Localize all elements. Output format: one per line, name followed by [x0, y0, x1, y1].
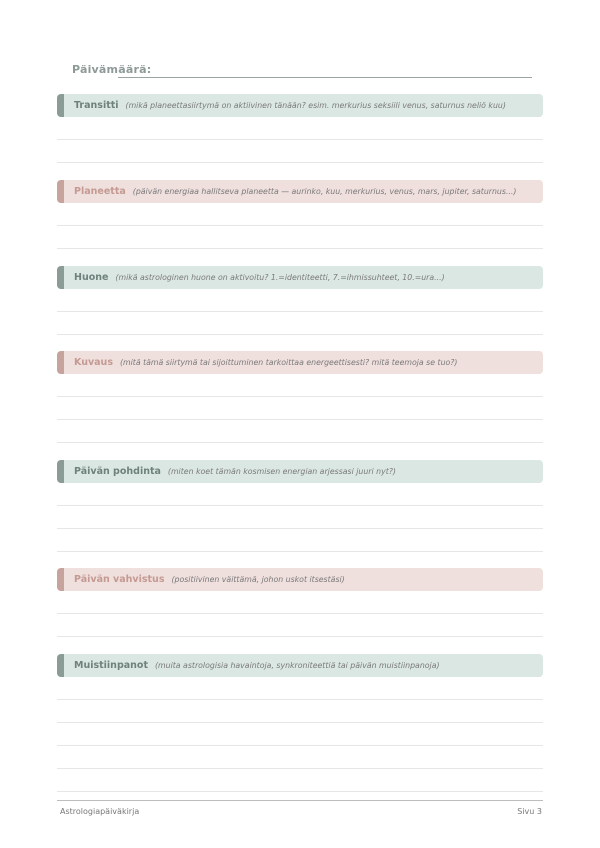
writing-line[interactable] [57, 289, 543, 312]
section-kuvaus [57, 351, 543, 443]
writing-line[interactable] [57, 677, 543, 700]
writing-line[interactable] [57, 374, 543, 397]
writing-line[interactable] [57, 117, 543, 140]
writing-line[interactable] [57, 140, 543, 163]
section-paivan-vahvistus [57, 568, 543, 637]
section-header [57, 180, 543, 203]
writing-area[interactable] [57, 483, 543, 552]
section-hint: (päivän energiaa hallitseva planeetta — aurinko, kuu, merkurius, venus, mars, jupiter, saturnus...) [132, 187, 517, 196]
section-title: Muistiinpanot [74, 660, 148, 671]
writing-line[interactable] [57, 506, 543, 529]
writing-line[interactable] [57, 746, 543, 769]
writing-area[interactable] [57, 677, 543, 792]
section-planeetta [57, 180, 543, 249]
writing-area[interactable] [57, 117, 543, 163]
writing-area[interactable] [57, 289, 543, 335]
page-number: Sivu 3 [517, 807, 542, 816]
writing-line[interactable] [57, 723, 543, 746]
writing-area[interactable] [57, 374, 543, 443]
writing-line[interactable] [57, 420, 543, 443]
writing-line[interactable] [57, 591, 543, 614]
section-hint: (mikä planeettasiirtymä on aktiivinen tänään? esim. merkurius seksiili venus, saturnus neliö kuu) [125, 101, 506, 110]
section-header [57, 351, 543, 374]
writing-line[interactable] [57, 203, 543, 226]
writing-line[interactable] [57, 700, 543, 723]
writing-line[interactable] [57, 312, 543, 335]
writing-line[interactable] [57, 397, 543, 420]
section-header [57, 568, 543, 591]
section-transitti [57, 94, 543, 163]
date-input-line[interactable] [118, 77, 532, 78]
writing-area[interactable] [57, 591, 543, 637]
section-hint: (miten koet tämän kosmisen energian arjessasi juuri nyt?) [167, 467, 396, 476]
footer-title: Astrologiapäiväkirja [60, 807, 140, 816]
writing-line[interactable] [57, 483, 543, 506]
date-label: Päivämäärä: [72, 63, 152, 76]
section-title: Päivän pohdinta [74, 466, 161, 477]
section-title: Päivän vahvistus [74, 574, 165, 585]
section-hint: (positiivinen väittämä, johon uskot itsestäsi) [171, 575, 345, 584]
section-header [57, 266, 543, 289]
section-huone [57, 266, 543, 335]
section-title: Planeetta [74, 186, 126, 197]
section-header [57, 654, 543, 677]
section-title: Huone [74, 272, 109, 283]
section-hint: (mikä astrologinen huone on aktivoitu? 1.=identiteetti, 7.=ihmissuhteet, 10.=ura...) [115, 273, 445, 282]
section-header [57, 460, 543, 483]
section-title: Kuvaus [74, 357, 113, 368]
section-muistiinpanot [57, 654, 543, 792]
writing-line[interactable] [57, 614, 543, 637]
section-hint: (muita astrologisia havaintoja, synkroniteettiä tai päivän muistiinpanoja) [155, 661, 440, 670]
section-header [57, 94, 543, 117]
section-paivan-pohdinta [57, 460, 543, 552]
section-hint: (mitä tämä siirtymä tai sijoittuminen tarkoittaa energeettisesti? mitä teemoja se tuo?) [119, 358, 458, 367]
writing-area[interactable] [57, 203, 543, 249]
footer-divider [57, 800, 543, 801]
date-field [72, 63, 532, 79]
writing-line[interactable] [57, 226, 543, 249]
section-title: Transitti [74, 100, 119, 111]
writing-line[interactable] [57, 529, 543, 552]
writing-line[interactable] [57, 769, 543, 792]
